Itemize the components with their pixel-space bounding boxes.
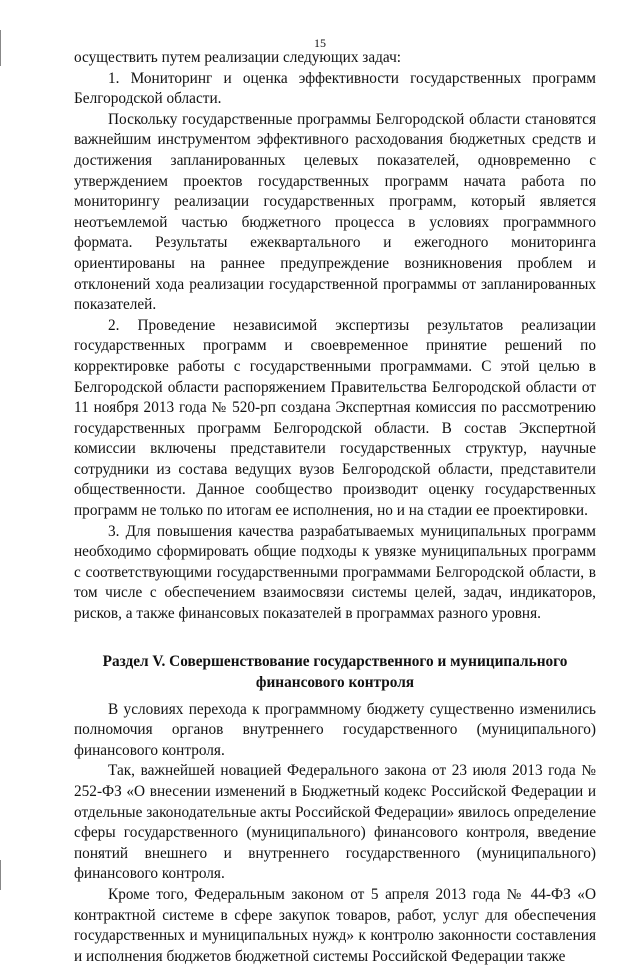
paragraph: В условиях перехода к программному бюджету существенно изменились полномочия органов внутреннего государственного (муниципального) финансового контроля. — [74, 700, 596, 759]
section-heading-line: Раздел V. Совершенствование государственного и муниципального — [102, 652, 568, 670]
paragraph: 3. Для повышения качества разрабатываемых муниципальных программ необходимо сформировать общие подходы к увязке муниципальных программ с соответствующими государственными программами Белгородской области, в том числе с обеспечением взаимосвязи системы целей, задач, индикаторов, рисков, а также финансовых показателей в программах разного уровня. — [74, 522, 596, 623]
scan-edge-mark — [0, 860, 1, 890]
paragraph: 1. Мониторинг и оценка эффективности государственных программ Белгородской области. — [74, 69, 596, 108]
paragraph: 2. Проведение независимой экспертизы результатов реализации государственных программ и своевременное принятие решений по корректировке работы с государственными программами. С этой целью в Белгородской области распоряжением Правительства Белгородской области от 11 ноября 2013 года № 520-рп создана Экспертная комиссия по рассмотрению государственных программ Белгородской области. В состав Экспертной комиссии включены представители государственных структур, научные сотрудники из состава ведущих вузов Белгородской области, представители общественности. Данное сообщество производит оценку государственных программ не только по итогам ее исполнения, но и на стадии ее проектировки. — [74, 316, 596, 520]
section-heading-line: финансового контроля — [255, 673, 415, 691]
spacer — [74, 693, 596, 700]
paragraph: осуществить путем реализации следующих задач: — [74, 49, 402, 66]
page-number: 15 — [314, 36, 326, 50]
paragraph: Кроме того, Федеральным законом от 5 апреля 2013 года № 44-ФЗ «О контрактной системе в сфере закупок товаров, работ, услуг для обеспечения государственных и муниципальных нужд» к контролю законности составления и исполнения бюджетов бюджетной системы Российской Федерации также — [74, 885, 596, 965]
document-body — [74, 48, 596, 967]
section-heading — [74, 651, 596, 693]
paragraph: Так, важнейшей новацией Федерального закона от 23 июля 2013 года № 252-ФЗ «О внесении изменений в Бюджетный кодекс Российской Федерации и отдельные законодательные акты Российской Федерации» явилось определение сферы государственного (муниципального) финансового контроля, введение понятий внешнего и внутреннего государственного (муниципального) финансового контроля. — [74, 762, 596, 883]
paragraph: Поскольку государственные программы Белгородской области становятся важнейшим инструментом эффективного расходования бюджетных средств и достижения запланированных целевых показателей, одновременно с утверждением проектов государственных программ начата работа по мониторингу реализации государственных программ, который является неотъемлемой частью бюджетного процесса в условиях программного формата. Результаты ежеквартального и ежегодного мониторинга ориентированы на раннее предупреждение возникновения проблем и отклонений хода реализации государственной программы от запланированных показателей. — [74, 110, 596, 314]
